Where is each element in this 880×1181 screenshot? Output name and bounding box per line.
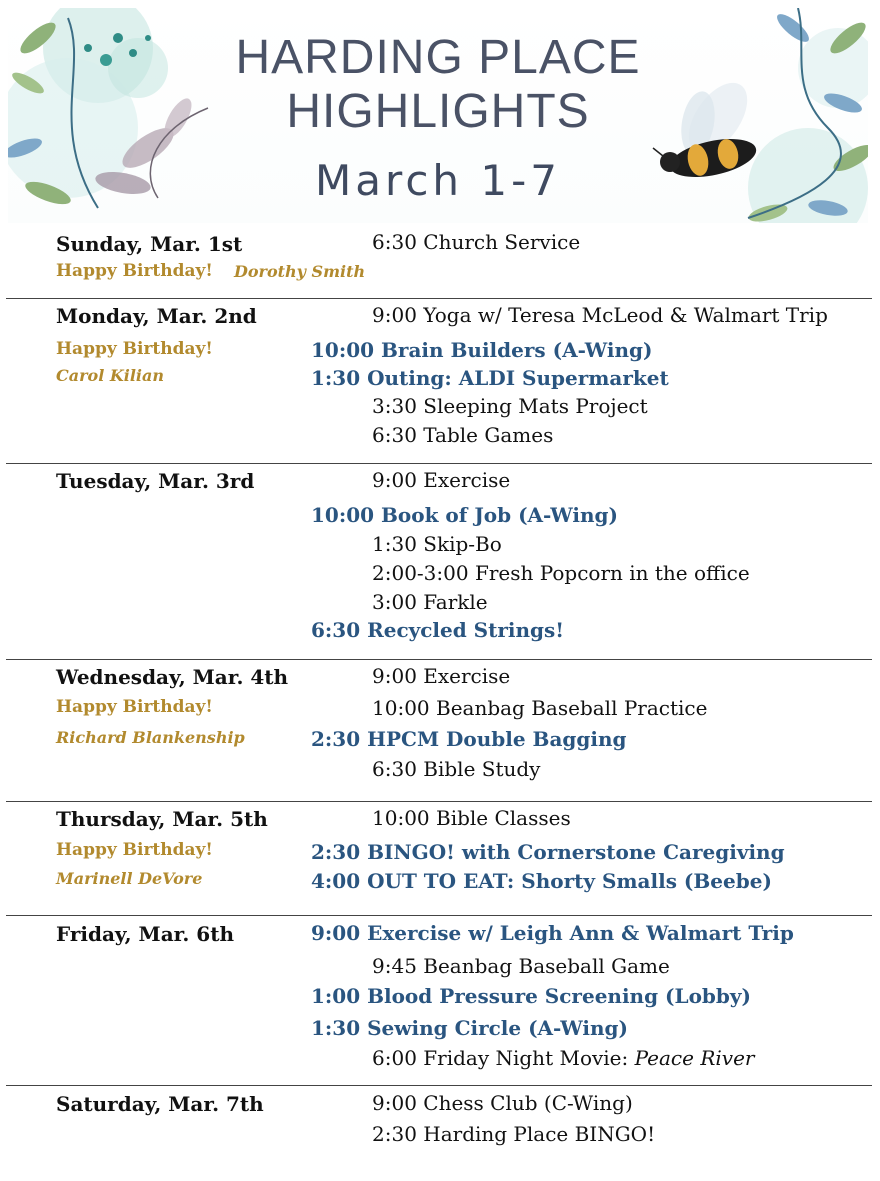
day-section-saturday [6,1086,872,1166]
day-section-wednesday [6,660,872,802]
event-item: 10:00 Bible Classes [372,806,571,830]
event-text: 6:00 Friday Night Movie: [372,1046,635,1070]
event-item-highlight: 1:00 Blood Pressure Screening (Lobby) [311,984,751,1008]
event-item-highlight: 1:30 Sewing Circle (A-Wing) [311,1016,628,1040]
day-section-monday [6,299,872,464]
event-item: 9:00 Chess Club (C-Wing) [372,1091,633,1115]
event-item-highlight: 9:00 Exercise w/ Leigh Ann & Walmart Trip [311,921,794,945]
day-name: Thursday, Mar. 5th [56,807,268,831]
event-item-highlight: 1:30 Outing: ALDI Supermarket [311,366,669,390]
birthday-label: Happy Birthday! [56,840,213,860]
event-item-highlight: 4:00 OUT TO EAT: Shorty Smalls (Beebe) [311,869,772,893]
event-item-highlight: 2:30 HPCM Double Bagging [311,727,627,751]
event-item: 9:00 Exercise [372,664,511,688]
birthday-name: Richard Blankenship [56,728,245,747]
birthday-label: Happy Birthday! [56,697,213,717]
day-name: Monday, Mar. 2nd [56,304,257,328]
event-item-highlight: 6:30 Recycled Strings! [311,618,565,642]
event-item [372,1046,754,1070]
day-section-tuesday [6,464,872,660]
birthday-label: Happy Birthday! [56,261,213,281]
event-item-highlight: 2:30 BINGO! with Cornerstone Caregiving [311,840,785,864]
birthday-name: Dorothy Smith [234,262,366,281]
day-name: Sunday, Mar. 1st [56,232,243,256]
event-item: 3:30 Sleeping Mats Project [372,394,648,418]
event-item: 1:30 Skip-Bo [372,532,502,556]
birthday-name: Carol Kilian [56,366,164,385]
day-name: Tuesday, Mar. 3rd [56,469,255,493]
header-date-range: March 1-7 [315,156,561,205]
day-section-sunday [6,228,872,299]
event-item: 6:30 Table Games [372,423,554,447]
header-title-line2: HIGHLIGHTS [286,85,590,138]
header-title-line1: HARDING PLACE [235,31,641,84]
day-name: Friday, Mar. 6th [56,922,234,946]
event-item: 10:00 Beanbag Baseball Practice [372,696,708,720]
event-item: 2:30 Harding Place BINGO! [372,1122,656,1146]
day-name: Saturday, Mar. 7th [56,1092,264,1116]
day-section-friday [6,916,872,1086]
birthday-name: Marinell DeVore [56,869,203,888]
event-item: 9:45 Beanbag Baseball Game [372,954,670,978]
event-item: 9:00 Exercise [372,468,511,492]
event-item: 6:30 Church Service [372,230,581,254]
birthday-label: Happy Birthday! [56,339,213,359]
movie-title: Peace River [634,1046,755,1070]
day-name: Wednesday, Mar. 4th [56,665,289,689]
event-item: 6:30 Bible Study [372,757,541,781]
event-item: 9:00 Yoga w/ Teresa McLeod & Walmart Trip [372,303,828,327]
day-section-thursday [6,802,872,916]
event-item-highlight: 10:00 Book of Job (A-Wing) [311,503,618,527]
header-banner [8,8,868,223]
event-item: 2:00-3:00 Fresh Popcorn in the office [372,561,750,585]
event-item: 3:00 Farkle [372,590,488,614]
event-item-highlight: 10:00 Brain Builders (A-Wing) [311,338,653,362]
